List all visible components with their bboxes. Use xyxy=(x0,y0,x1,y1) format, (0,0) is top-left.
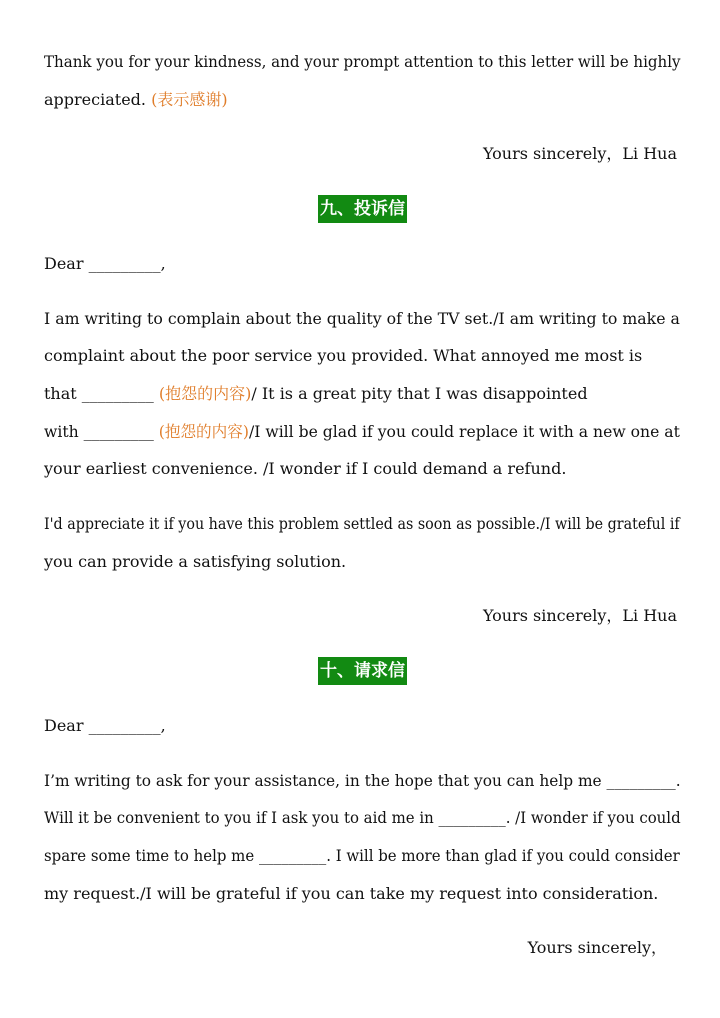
request-greeting: Dear _________, xyxy=(44,716,166,735)
complaint-p1-line3-pre: that _________ xyxy=(44,384,159,403)
complaint-p1-line4-pre: with _________ xyxy=(44,422,159,441)
thanks-line-1: Thank you for your kindness, and your prompt attention to this letter will be highly xyxy=(44,52,681,71)
complaint-p1-line1: I am writing to complain about the quality of the TV set./I am writing to make a xyxy=(44,309,680,328)
thanks-note: (表示感谢) xyxy=(151,90,228,109)
complaint-p2-line1: I'd appreciate it if you have this problem settled as soon as possible./I will be grateful if xyxy=(44,514,680,533)
complaint-signoff: Yours sincerely，Li Hua xyxy=(482,606,677,625)
request-signoff: Yours sincerely， xyxy=(527,938,667,957)
complaint-p1-line4 xyxy=(44,422,680,442)
complaint-p2-line2: you can provide a satisfying solution. xyxy=(44,552,347,571)
complaint-p1-line2: complaint about the poor service you provided. What annoyed me most is xyxy=(44,346,643,365)
request-p1-line1: I’m writing to ask for your assistance, in the hope that you can help me _________. xyxy=(44,771,681,790)
thanks-line-2-text: appreciated. xyxy=(44,90,146,109)
request-p1-line4: my request./I will be grateful if you can take my request into consideration. xyxy=(44,884,659,903)
complaint-p1-line3 xyxy=(44,384,588,404)
thanks-line-2 xyxy=(44,90,228,110)
request-letter-heading: 十、请求信 xyxy=(318,657,407,685)
complaint-note-2: (抱怨的内容) xyxy=(158,422,249,441)
complaint-note-1: (抱怨的内容) xyxy=(158,384,252,403)
complaint-p1-line5: your earliest convenience. /I wonder if I could demand a refund. xyxy=(44,459,567,478)
thanks-signoff: Yours sincerely，Li Hua xyxy=(482,144,677,163)
complaint-letter-heading: 九、投诉信 xyxy=(318,195,407,223)
request-p1-line3: spare some time to help me _________. I will be more than glad if you could consider xyxy=(44,846,680,865)
complaint-p1-line3-post: / It is a great pity that I was disappointed xyxy=(251,384,588,403)
complaint-p1-line4-post: /I will be glad if you could replace it with a new one at xyxy=(248,422,680,441)
request-p1-line2: Will it be convenient to you if I ask you to aid me in _________. /I wonder if you could xyxy=(44,808,681,827)
complaint-greeting: Dear _________, xyxy=(44,254,166,273)
